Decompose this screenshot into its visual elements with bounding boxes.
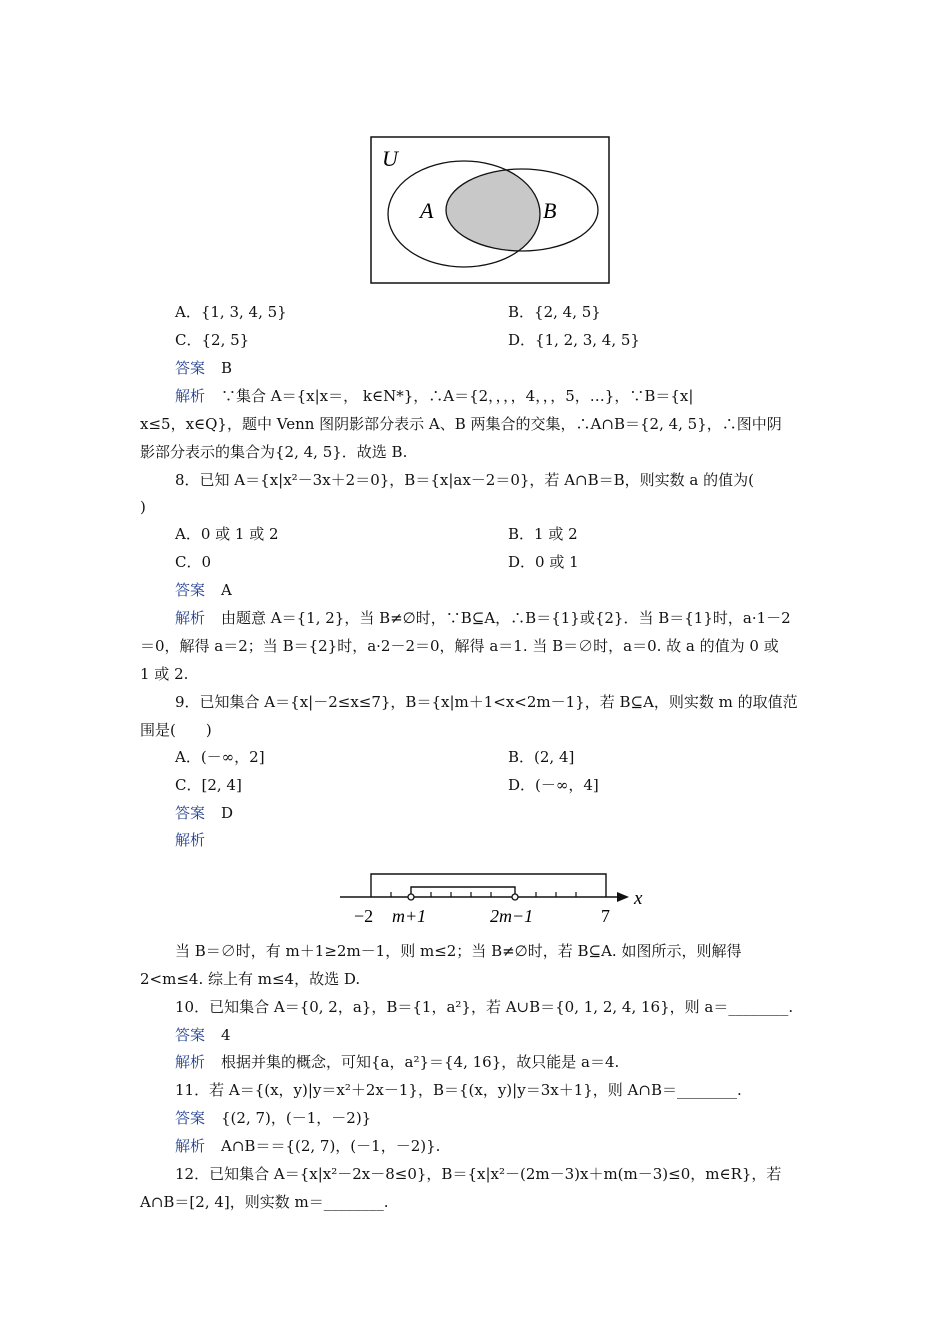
q7-option-a: A．{1, 3, 4, 5} xyxy=(175,303,287,321)
tick-marks xyxy=(391,892,576,897)
q7-option-b: B．{2, 4, 5} xyxy=(508,303,601,321)
answer-label: 答案 xyxy=(175,804,206,822)
answer-value: 4 xyxy=(221,1026,231,1044)
q11-answer xyxy=(175,1108,371,1128)
q7-analysis-line1 xyxy=(175,386,693,406)
q9-option-d: D．(－∞，4] xyxy=(508,776,599,794)
axis-arrow xyxy=(617,892,629,902)
axis-label: x xyxy=(634,888,643,909)
q7-analysis-line2: x≤5，x∈Q}，题中 Venn 图阴影部分表示 A、B 两集合的交集，∴A∩B＝{2, 4, 5}，∴图中阴 xyxy=(140,415,782,433)
q8-analysis-line1 xyxy=(175,608,791,628)
q9-analysis-line2: 2<m≤4. 综上有 m≤4，故选 D. xyxy=(140,970,361,988)
analysis-text: ∵集合 A＝{x|x＝， k∈N*}，∴A＝{2，，，，4，，，5，…}，∵B＝{x| xyxy=(221,387,694,405)
analysis-label: 解析 xyxy=(175,1053,206,1071)
open-point-2m-minus-1 xyxy=(512,894,518,900)
q7-analysis-line3: 影部分表示的集合为{2, 4, 5}．故选 B. xyxy=(140,443,408,461)
number-line-diagram xyxy=(340,858,650,934)
answer-value: B xyxy=(221,359,233,377)
q8-option-d: D．0 或 1 xyxy=(508,553,579,571)
set-b-bracket xyxy=(411,887,515,897)
q9-stem-line1: 9．已知集合 A＝{x|－2≤x≤7}，B＝{x|m＋1<x<2m－1}，若 B⊆A，则实数 m 的取值范 xyxy=(175,693,798,711)
answer-label: 答案 xyxy=(175,1026,206,1044)
answer-value: A xyxy=(221,581,232,599)
q12-stem-line1: 12．已知集合 A＝{x|x²－2x－8≤0}，B＝{x|x²－(2m－3)x＋m(m－3)≤0，m∈R}，若 xyxy=(175,1165,782,1183)
q8-analysis-line3: 1 或 2. xyxy=(140,665,189,683)
q10-answer xyxy=(175,1025,231,1045)
analysis-text: A∩B＝＝{(2, 7)，(－1，－2)}. xyxy=(221,1137,441,1155)
q8-option-b: B．1 或 2 xyxy=(508,525,578,543)
q10-stem: 10．已知集合 A＝{0, 2，a}，B＝{1，a²}，若 A∪B＝{0, 1, 2, 4, 16}，则 a＝________. xyxy=(175,998,794,1016)
q7-answer xyxy=(175,358,232,378)
answer-label: 答案 xyxy=(175,359,206,377)
q7-option-c: C．{2, 5} xyxy=(175,331,250,349)
open-point-m-plus-1 xyxy=(408,894,414,900)
q8-option-c: C．0 xyxy=(175,553,212,571)
q7-option-d: D．{1, 2, 3, 4, 5} xyxy=(508,331,640,349)
label-m-plus-1: m+1 xyxy=(392,906,427,926)
label-2m-minus-1: 2m−1 xyxy=(490,906,534,926)
q11-analysis xyxy=(175,1136,440,1156)
set-a-bracket xyxy=(371,874,606,897)
q8-analysis-line2: ＝0，解得 a＝2；当 B＝{2}时，a·2－2＝0，解得 a＝1. 当 B＝∅时，a＝0. 故 a 的值为 0 或 xyxy=(140,637,779,655)
analysis-label: 解析 xyxy=(175,1137,206,1155)
label-7: 7 xyxy=(601,906,610,926)
venn-diagram xyxy=(360,128,620,298)
answer-value: {(2, 7)，(－1，－2)} xyxy=(221,1109,372,1127)
q10-analysis xyxy=(175,1052,619,1072)
q12-stem-line2: A∩B＝[2, 4]，则实数 m＝________. xyxy=(140,1193,389,1211)
q8-stem-line1: 8．已知 A＝{x|x²－3x＋2＝0}，B＝{x|ax－2＝0}，若 A∩B＝B，则实数 a 的值为( xyxy=(175,471,754,489)
q8-option-a: A．0 或 1 或 2 xyxy=(175,525,279,543)
analysis-label: 解析 xyxy=(175,387,206,405)
answer-label: 答案 xyxy=(175,1109,206,1127)
q9-analysis-label xyxy=(175,830,221,850)
q9-answer xyxy=(175,803,233,823)
analysis-label: 解析 xyxy=(175,609,206,627)
q9-option-a: A．(－∞，2] xyxy=(175,748,265,766)
q8-answer xyxy=(175,580,232,600)
q9-stem-line2: 围是( ) xyxy=(140,721,212,739)
q9-option-c: C．[2, 4] xyxy=(175,776,242,794)
analysis-label: 解析 xyxy=(175,831,206,849)
analysis-text: 根据并集的概念，可知{a，a²}＝{4, 16}，故只能是 a＝4. xyxy=(221,1053,620,1071)
label-minus-2: −2 xyxy=(354,906,374,926)
set-a-label: A xyxy=(420,198,434,223)
set-b-label: B xyxy=(543,198,557,223)
q9-analysis-line1: 当 B＝∅时，有 m＋1≥2m－1，则 m≤2；当 B≠∅时，若 B⊆A. 如图所示，则解得 xyxy=(175,942,742,960)
q8-stem-line2: ) xyxy=(140,498,146,516)
q11-stem: 11．若 A＝{(x，y)|y＝x²＋2x－1}，B＝{(x，y)|y＝3x＋1}，则 A∩B＝________. xyxy=(175,1081,742,1099)
universe-label: U xyxy=(382,146,398,171)
answer-label: 答案 xyxy=(175,581,206,599)
analysis-text: 由题意 A＝{1, 2}，当 B≠∅时，∵B⊆A，∴B＝{1}或{2}．当 B＝{1}时，a·1－2 xyxy=(221,609,791,627)
answer-value: D xyxy=(221,804,234,822)
q9-option-b: B．(2, 4] xyxy=(508,748,575,766)
